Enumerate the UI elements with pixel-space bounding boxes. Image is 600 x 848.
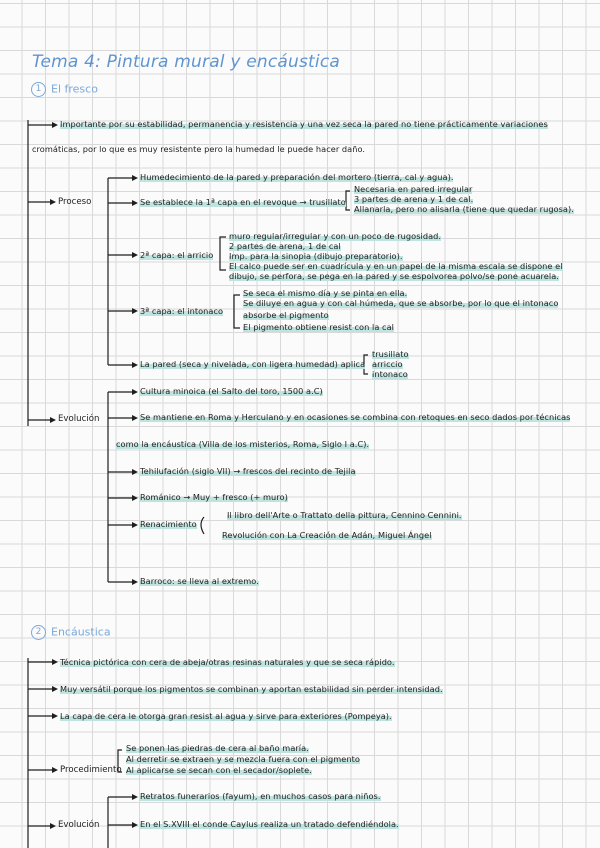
- s2-evolucion-label: Evolución: [58, 820, 100, 830]
- procedimiento-label: Procedimiento: [60, 765, 122, 775]
- evolucion-item-2: Se mantiene en Roma y Herculano y en ocasiones se combina con retoques en seco dados por técnicas: [140, 412, 571, 422]
- s2-item-2: Muy versátil porque los pigmentos se combinan y aportan estabilidad sin perder intensidad.: [60, 684, 443, 694]
- proceso-step-2: Se establece la 1ª capa en el revoque → trusillato: [140, 197, 346, 207]
- s2-evolucion-item-a: Retratos funerarios (fayum), en muchos casos para niños.: [140, 791, 381, 801]
- section-1-number: 1: [31, 82, 46, 97]
- page-title: Tema 4: Pintura mural y encáustica: [32, 52, 340, 72]
- evolucion-item-6: Barroco: se lleva al extremo.: [140, 576, 259, 586]
- proceso-step-2-c: Allanarla, pero no alisarla (tiene que quedar rugosa).: [354, 204, 574, 214]
- evolucion-item-5-b: Revolución con La Creación de Adán, Miguel Ángel: [222, 530, 432, 540]
- evolucion-label: Evolución: [58, 414, 100, 424]
- procedimiento-step-c: Al aplicarse se secan con el secador/soplete.: [126, 765, 312, 775]
- s2-item-1: Técnica pictórica con cera de abeja/otras resinas naturales y que se seca rápido.: [60, 657, 395, 667]
- proceso-step-5-b: arriccio: [372, 359, 403, 369]
- s2-evolucion-item-b: En el S.XVIII el conde Caylus realiza un tratado defendiéndola.: [140, 819, 399, 829]
- proceso-step-3-b: 2 partes de arena, 1 de cal: [229, 241, 341, 251]
- proceso-step-3-a: muro regular/irregular y con un poco de rugosidad.: [229, 231, 442, 241]
- proceso-step-3-c: Imp. para la sinopia (dibujo preparatorio).: [229, 251, 403, 261]
- proceso-step-5-a: trusillato: [372, 349, 409, 359]
- section-1-heading: [31, 82, 98, 97]
- proceso-step-5: La pared (seca y nivelada, con ligera humedad) aplica: [140, 359, 366, 369]
- proceso-step-1: Humedecimiento de la pared y preparación del mortero (tierra, cal y agua).: [140, 172, 454, 182]
- evolucion-item-1: Cultura minoica (el Salto del toro, 1500 a.C): [140, 386, 323, 396]
- s1-intro-line-1: Importante por su estabilidad, permanencia y resistencia y una vez seca la pared no tiene prácticamente variaciones: [60, 119, 548, 129]
- proceso-step-4-a: Se seca el mismo día y se pinta en ella.: [243, 288, 408, 298]
- proceso-step-3-e: dibujo, se perfora, se pega en la pared y se espolvorea polvo/se pone acuarela.: [229, 271, 559, 281]
- section-2-title: Encáustica: [51, 625, 111, 639]
- proceso-step-4-d: El pigmento obtiene resist con la cal: [243, 322, 394, 332]
- proceso-step-2-b: 3 partes de arena y 1 de cal.: [354, 194, 474, 204]
- section-1-title: El fresco: [51, 82, 98, 96]
- proceso-step-3: 2ª capa: el arricio: [140, 250, 214, 260]
- evolucion-item-5: Renacimiento: [140, 519, 197, 529]
- evolucion-item-5-a: Il libro dell'Arte o Trattato della pittura, Cennino Cennini.: [227, 510, 462, 520]
- proceso-step-4-b: Se diluye en agua y con cal húmeda, que se absorbe, por lo que el intonaco: [243, 298, 559, 308]
- evolucion-item-4: Románico → Muy + fresco (+ muro): [140, 492, 288, 502]
- proceso-label: Proceso: [58, 197, 92, 207]
- procedimiento-step-b: Al derretir se extraen y se mezcla fuera con el pigmento: [126, 754, 360, 764]
- proceso-step-4-c: absorbe el pigmento: [243, 310, 329, 320]
- proceso-step-5-c: intonaco: [372, 369, 408, 379]
- s1-intro-line-2: cromáticas, por lo que es muy resistente pero la humedad le puede hacer daño.: [32, 144, 366, 154]
- procedimiento-step-a: Se ponen las piedras de cera al baño maría.: [126, 743, 309, 753]
- evolucion-item-3: Tehilufación (siglo VII) → frescos del recinto de Tejila: [140, 466, 356, 476]
- proceso-step-3-d: El calco puede ser en cuadrícula y en un papel de la misma escala se dispone el: [229, 261, 563, 271]
- section-2-heading: [31, 625, 111, 640]
- proceso-step-4: 3ª capa: el intonaco: [140, 306, 224, 316]
- proceso-step-2-a: Necesaria en pared irregular: [354, 184, 473, 194]
- section-2-number: 2: [31, 625, 46, 640]
- evolucion-item-2-cont: como la encáustica (Villa de los misterios, Roma, Siglo I a.C).: [116, 439, 370, 449]
- s2-item-3: La capa de cera le otorga gran resist al agua y sirve para exteriores (Pompeya).: [60, 711, 392, 721]
